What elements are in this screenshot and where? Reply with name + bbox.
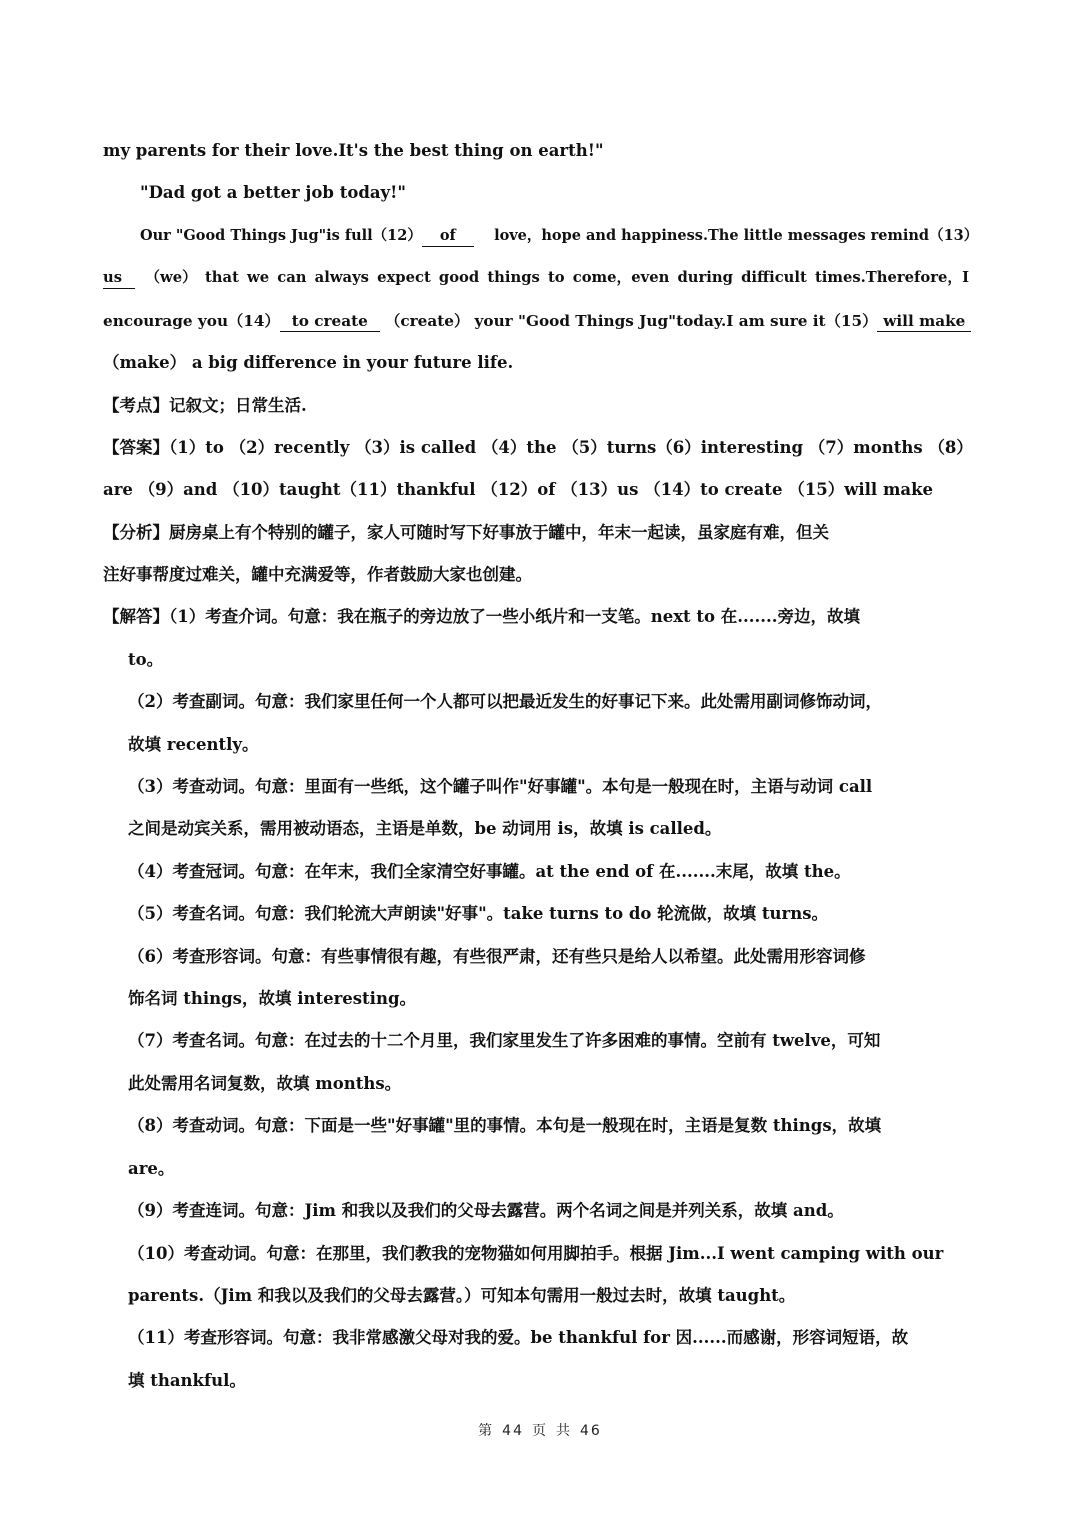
page-total: 46 bbox=[580, 1423, 602, 1439]
solution-line: parents.（Jim 和我以及我们的父母去露营。）可知本句需用一般过去时，故填 taught。 bbox=[128, 1286, 796, 1305]
page-number: 44 bbox=[502, 1423, 524, 1439]
answer-blank-14: to create bbox=[280, 311, 380, 332]
solution-line: 饰名词 things，故填 interesting。 bbox=[128, 989, 416, 1008]
analysis-text: 厨房桌上有个特别的罐子，家人可随时写下好事放于罐中，年末一起读，虽家庭有难，但关 bbox=[169, 523, 829, 542]
passage-text: love，hope and happiness.The little messages remind（13） bbox=[494, 227, 978, 244]
answer-blank-13: us bbox=[103, 268, 135, 289]
passage-line: my parents for their love.It's the best thing on earth!" bbox=[103, 141, 604, 160]
solution-line: （11）考查形容词。句意：我非常感激父母对我的爱。be thankful for 因......而感谢，形容词短语，故 bbox=[128, 1328, 909, 1347]
kaodian-line bbox=[103, 395, 978, 417]
answer-text: （1）to （2）recently （3）is called （4）the （5）turns（6）interesting （7）months （8） bbox=[169, 438, 973, 457]
footer-ye: 页 bbox=[532, 1423, 548, 1439]
footer-di: 第 bbox=[478, 1423, 495, 1439]
analysis-line bbox=[103, 522, 978, 544]
passage-text: Our "Good Things Jug"is full（12） bbox=[140, 227, 422, 244]
answer-line: are （9）and （10）taught（11）thankful （12）of （13）us （14）to create （15）will make bbox=[103, 480, 934, 499]
solution-line: （9）考查连词。句意：Jim 和我以及我们的父母去露营。两个名词之间是并列关系，故填 and。 bbox=[128, 1201, 844, 1220]
kaodian-tag: 【考点】 bbox=[103, 396, 169, 415]
solution-line: to。 bbox=[128, 650, 164, 669]
solution-line: 此处需用名词复数，故填 months。 bbox=[128, 1074, 402, 1093]
answer-blank-12: of bbox=[422, 226, 474, 247]
passage-line bbox=[103, 267, 978, 289]
analysis-tag: 【分析】 bbox=[103, 523, 169, 542]
solution-text: （1）考查介词。句意：我在瓶子的旁边放了一些小纸片和一支笔。next to 在.......旁边，故填 bbox=[169, 607, 861, 626]
solution-line: 之间是动宾关系，需用被动语态，主语是单数，be 动词用 is，故填 is called。 bbox=[128, 819, 722, 838]
solution-line: （4）考查冠词。句意：在年末，我们全家清空好事罐。at the end of 在.......末尾，故填 the。 bbox=[128, 862, 851, 881]
solution-line: 填 thankful。 bbox=[128, 1371, 246, 1390]
passage-text: （we） that we can always expect good things to come，even during difficult times.Therefore，I bbox=[145, 269, 970, 286]
solution-line: （6）考查形容词。句意：有些事情很有趣，有些很严肃，还有些只是给人以希望。此处需用形容词修 bbox=[128, 947, 866, 966]
solution-tag: 【解答】 bbox=[103, 607, 169, 626]
passage-text: encourage you（14） bbox=[103, 312, 280, 330]
footer-gong: 共 bbox=[556, 1423, 572, 1439]
analysis-line: 注好事帮度过难关，罐中充满爱等，作者鼓励大家也创建。 bbox=[103, 565, 532, 584]
solution-line: （2）考查副词。句意：我们家里任何一个人都可以把最近发生的好事记下来。此处需用副词修饰动词， bbox=[128, 692, 882, 711]
passage-text: （create） your "Good Things Jug"today.I am sure it（15） bbox=[385, 312, 878, 330]
passage-line bbox=[103, 310, 978, 332]
solution-line: （8）考查动词。句意：下面是一些"好事罐"里的事情。本句是一般现在时，主语是复数 things，故填 bbox=[128, 1116, 882, 1135]
passage-line: "Dad got a better job today!" bbox=[140, 183, 406, 202]
page-footer bbox=[0, 1420, 1080, 1440]
solution-line: （3）考查动词。句意：里面有一些纸，这个罐子叫作"好事罐"。本句是一般现在时，主语与动词 call bbox=[128, 777, 873, 796]
solution-line: （5）考查名词。句意：我们轮流大声朗读"好事"。take turns to do 轮流做，故填 turns。 bbox=[128, 904, 829, 923]
solution-line: 故填 recently。 bbox=[128, 735, 259, 754]
answer-blank-15: will make bbox=[877, 311, 971, 332]
solution-line: are。 bbox=[128, 1159, 175, 1178]
solution-line: （7）考查名词。句意：在过去的十二个月里，我们家里发生了许多困难的事情。空前有 twelve，可知 bbox=[128, 1031, 881, 1050]
solution-line bbox=[103, 606, 978, 628]
answer-tag: 【答案】 bbox=[103, 438, 169, 457]
kaodian-text: 记叙文；日常生活. bbox=[169, 396, 307, 415]
passage-line: （make） a big difference in your future life. bbox=[103, 353, 514, 372]
answer-line bbox=[103, 437, 978, 459]
passage-line bbox=[140, 225, 978, 247]
solution-line: （10）考查动词。句意：在那里，我们教我的宠物猫如何用脚拍手。根据 Jim...I went camping with our bbox=[128, 1244, 944, 1263]
